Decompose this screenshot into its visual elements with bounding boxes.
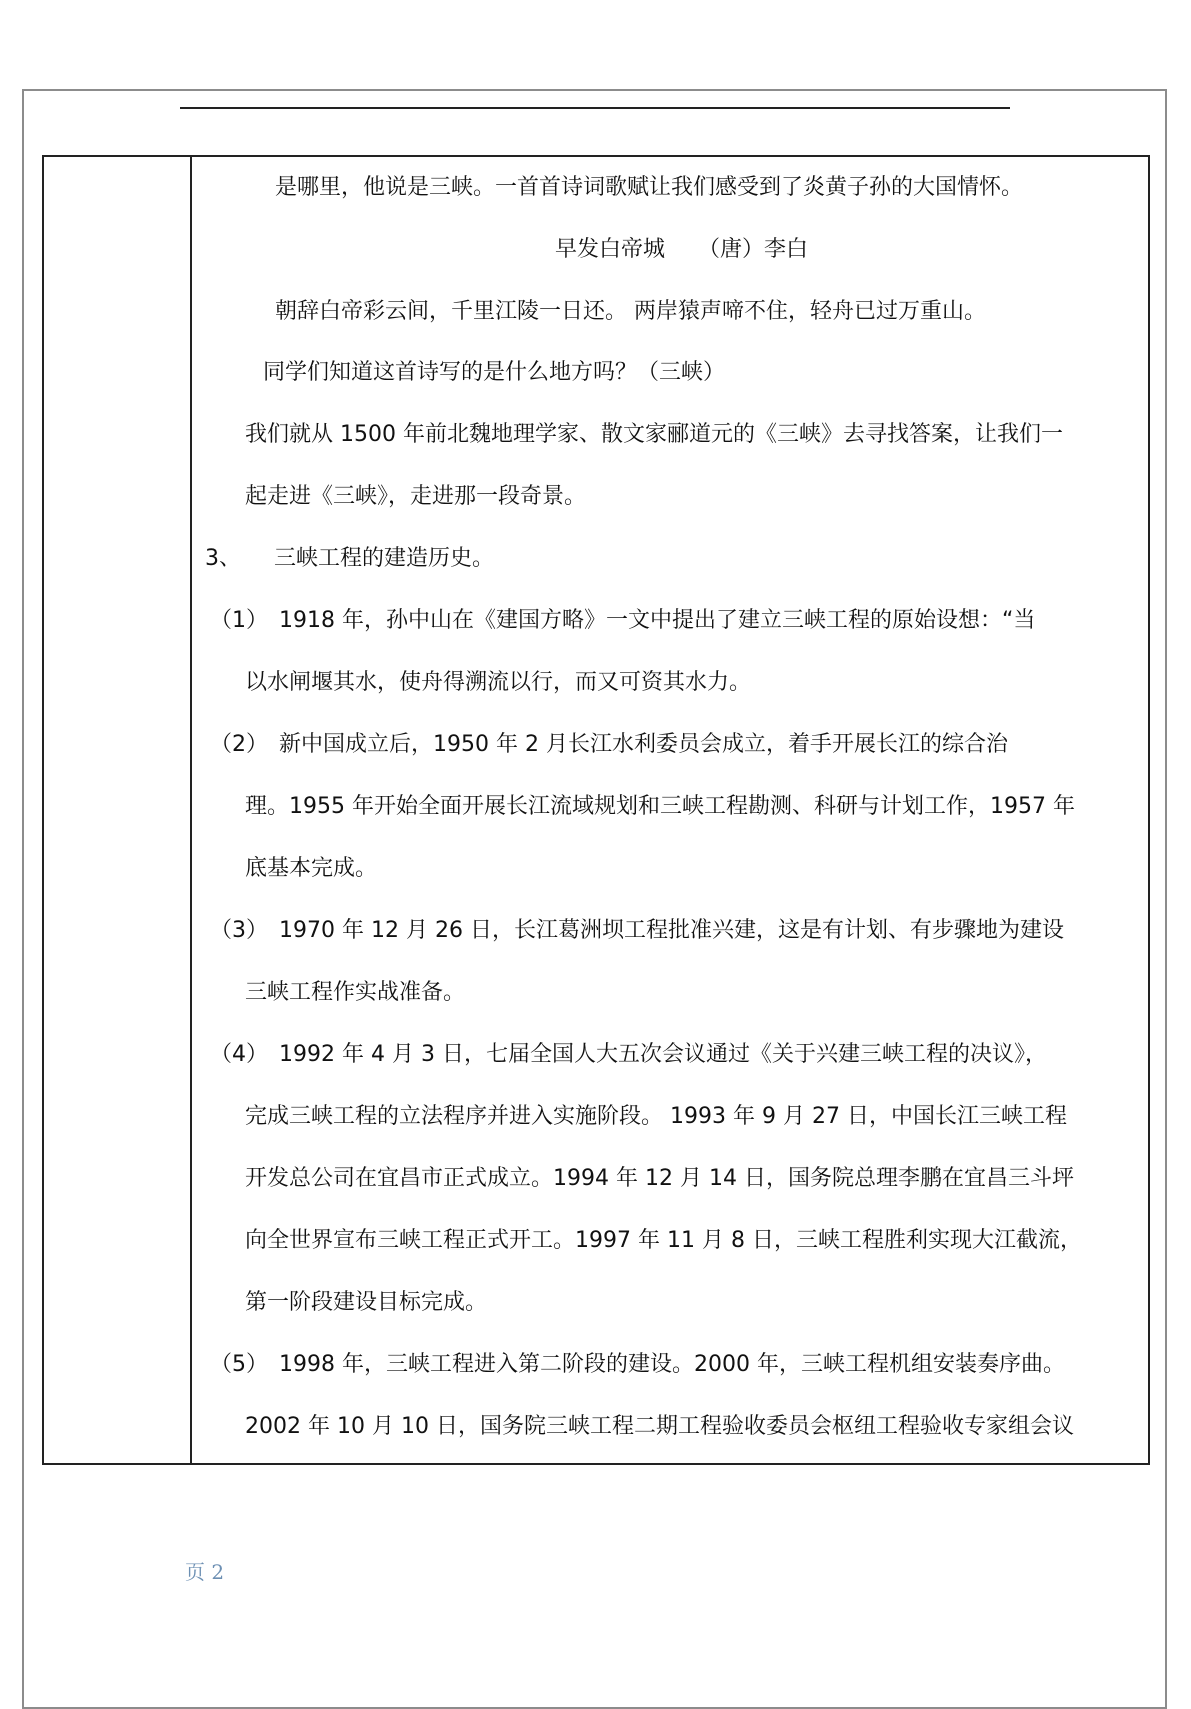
list-item: （1） 1918 年，孙中山在《建国方略》一文中提出了建立三峡工程的原始设想：“当 bbox=[210, 608, 1036, 633]
text-line: 三峡工程作实战准备。 bbox=[245, 980, 466, 1005]
poem-title: 早发白帝城 （唐）李白 bbox=[555, 237, 809, 262]
text-line: 同学们知道这首诗写的是什么地方吗？（三峡） bbox=[263, 360, 726, 385]
page-number: 页 2 bbox=[185, 1560, 225, 1584]
text-line: 2002 年 10 月 10 日，国务院三峡工程二期工程验收委员会枢纽工程验收专家组会议 bbox=[245, 1414, 1074, 1439]
list-item: （2） 新中国成立后，1950 年 2 月长江水利委员会成立，着手开展长江的综合治 bbox=[210, 732, 1008, 757]
poem-text: 朝辞白帝彩云间，千里江陵一日还。 两岸猿声啼不住，轻舟已过万重山。 bbox=[275, 299, 986, 324]
header-rule bbox=[180, 107, 1010, 109]
text-line: 起走进《三峡》，走进那一段奇景。 bbox=[245, 484, 587, 509]
text-line: 我们就从 1500 年前北魏地理学家、散文家郦道元的《三峡》去寻找答案，让我们一 bbox=[245, 422, 1063, 447]
text-line: 第一阶段建设目标完成。 bbox=[245, 1290, 488, 1315]
text-line: 是哪里，他说是三峡。一首首诗词歌赋让我们感受到了炎黄子孙的大国情怀。 bbox=[275, 175, 1024, 200]
section-heading: 3、 三峡工程的建造历史。 bbox=[205, 546, 494, 571]
left-column bbox=[44, 157, 192, 1463]
text-line: 向全世界宣布三峡工程正式开工。1997 年 11 月 8 日，三峡工程胜利实现大江截流， bbox=[245, 1228, 1082, 1253]
text-line: 理。1955 年开始全面开展长江流域规划和三峡工程勘测、科研与计划工作，1957 年 bbox=[245, 794, 1075, 819]
text-line: 开发总公司在宜昌市正式成立。1994 年 12 月 14 日，国务院总理李鹏在宜昌三斗坪 bbox=[245, 1166, 1074, 1191]
text-line: 以水闸堰其水，使舟得溯流以行，而又可资其水力。 bbox=[245, 670, 752, 695]
list-item: （4） 1992 年 4 月 3 日，七届全国人大五次会议通过《关于兴建三峡工程的决议》， bbox=[210, 1042, 1047, 1067]
list-item: （3） 1970 年 12 月 26 日，长江葛洲坝工程批准兴建，这是有计划、有步骤地为建设 bbox=[210, 918, 1064, 943]
text-line: 完成三峡工程的立法程序并进入实施阶段。 1993 年 9 月 27 日，中国长江三峡工程 bbox=[245, 1104, 1067, 1129]
text-line: 底基本完成。 bbox=[245, 856, 378, 881]
list-item: （5） 1998 年，三峡工程进入第二阶段的建设。2000 年，三峡工程机组安装奏序曲。 bbox=[210, 1352, 1065, 1377]
